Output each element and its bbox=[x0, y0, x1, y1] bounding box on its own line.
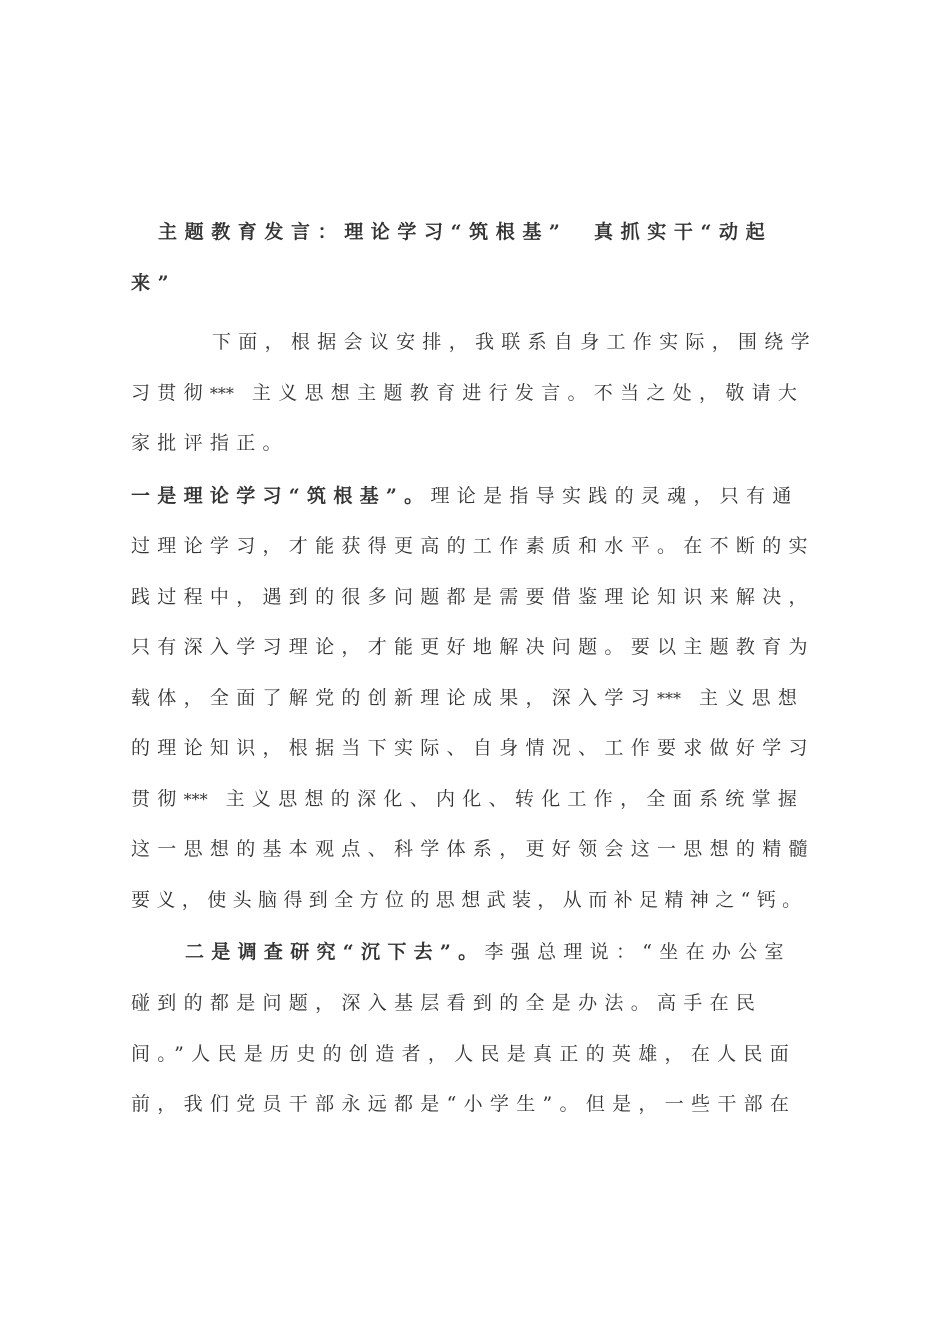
section-2-line-4: 前，我们党员干部永远都是“小学生”。但是，一些干部在 bbox=[131, 1093, 797, 1115]
section-2-line-3: 间。”人民是历史的创造者，人民是真正的英雄，在人民面 bbox=[131, 1043, 797, 1065]
section-2-line-1 bbox=[185, 937, 885, 967]
section-1-line-1-rest: 理论是指导实践的灵魂，只有通 bbox=[430, 485, 799, 507]
masked-text: *** bbox=[183, 790, 208, 809]
section-1-line-7-start: 贯彻 bbox=[131, 788, 184, 810]
section-1-heading: 一是理论学习“筑根基”。 bbox=[131, 485, 431, 507]
intro-line-2-start: 习贯彻 bbox=[131, 382, 210, 404]
section-2-line-1-rest: 李强总理说：“坐在办公室 bbox=[484, 941, 791, 963]
section-1-line-5-start: 载体，全面了解党的创新理论成果，深入学习 bbox=[131, 687, 658, 709]
section-1-line-6: 的理论知识，根据当下实际、自身情况、工作要求做好学习 bbox=[131, 737, 815, 759]
section-1-line-5 bbox=[131, 683, 831, 713]
masked-text: *** bbox=[209, 384, 234, 403]
intro-line-2 bbox=[131, 378, 831, 408]
section-2-heading: 二是调查研究“沉下去”。 bbox=[185, 941, 485, 963]
section-1-line-7 bbox=[131, 784, 831, 814]
document-title-line-1: 主题教育发言：理论学习“筑根基” 真抓实干“动起 bbox=[158, 221, 773, 243]
section-1-line-7-end: 主义思想的深化、内化、转化工作，全面系统掌握 bbox=[225, 788, 805, 810]
section-1-line-3: 践过程中，遇到的很多问题都是需要借鉴理论知识来解决， bbox=[131, 586, 815, 608]
section-1-line-8: 这一思想的基本观点、科学体系，更好领会这一思想的精髓 bbox=[131, 838, 815, 860]
document-title-line-2: 来” bbox=[131, 272, 177, 294]
section-1-line-9: 要义，使头脑得到全方位的思想武装，从而补足精神之“钙。 bbox=[131, 889, 808, 911]
section-2-line-2: 碰到的都是问题，深入基层看到的全是办法。高手在民 bbox=[131, 992, 763, 1014]
section-1-line-1 bbox=[131, 481, 831, 511]
intro-line-3: 家批评指正。 bbox=[131, 432, 289, 454]
section-1-line-4: 只有深入学习理论，才能更好地解决问题。要以主题教育为 bbox=[131, 636, 815, 658]
section-1-line-5-end: 主义思想 bbox=[699, 687, 805, 709]
masked-text: *** bbox=[657, 689, 682, 708]
intro-line-1: 下面，根据会议安排，我联系自身工作实际，围绕学 bbox=[212, 331, 817, 353]
section-1-line-2: 过理论学习，才能获得更高的工作素质和水平。在不断的实 bbox=[131, 535, 815, 557]
intro-line-2-end: 主义思想主题教育进行发言。不当之处，敬请大 bbox=[251, 382, 805, 404]
